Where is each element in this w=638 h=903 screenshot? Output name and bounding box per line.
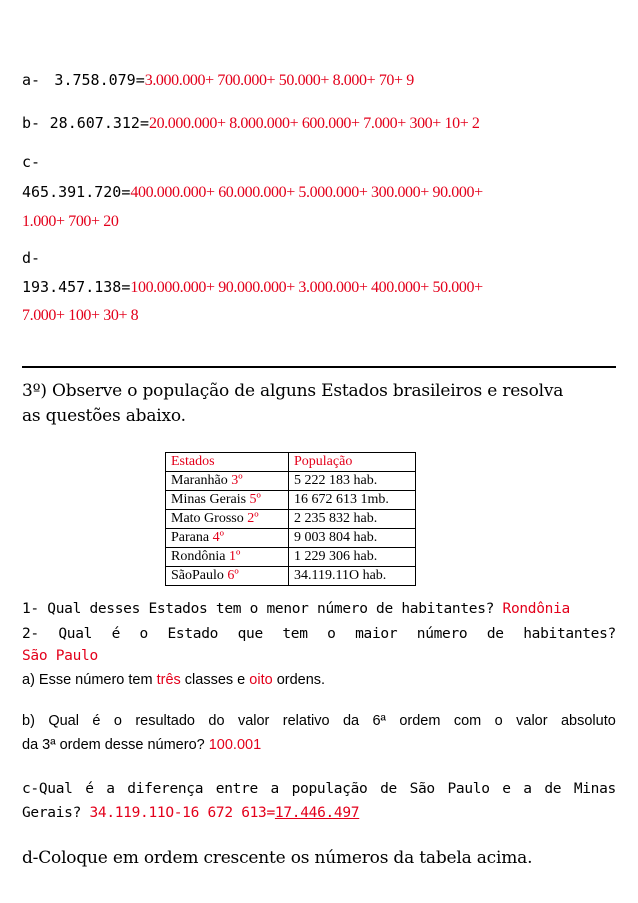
qc-text: Gerais?	[22, 805, 82, 821]
expansion-d	[22, 277, 616, 297]
expansion-parts: 3.000.000+ 700.000+ 50.000+ 8.000+ 70+ 9	[144, 72, 414, 89]
question3-line1: 3º) Observe o população de alguns Estados brasileiros e resolva	[22, 381, 564, 401]
qc-answer-result: 17.446.497	[274, 805, 360, 821]
q2-word: de	[486, 626, 504, 642]
q2-word: o	[139, 626, 148, 642]
q2-answer: São Paulo	[22, 648, 98, 664]
qc-line2	[22, 805, 616, 821]
qc-word: e	[502, 781, 511, 797]
q2-answer-line	[22, 648, 616, 664]
state-rank: 1º	[228, 549, 241, 564]
state-rank: 3º	[231, 473, 243, 488]
population-cell: 16 672 613 1mb.	[289, 491, 416, 510]
state-rank: 5º	[249, 492, 261, 507]
qa-text: ordens.	[276, 672, 326, 688]
qa-text: classes e	[184, 672, 246, 688]
state-cell	[166, 491, 289, 510]
expansion-label: d-	[22, 249, 41, 267]
qa-line	[22, 672, 616, 688]
qb-word: b)	[22, 713, 35, 729]
qc-word: São	[409, 781, 435, 797]
qc-answer-expr: 34.119.11O-16 672 613=	[89, 805, 275, 821]
population-cell: 5 222 183 hab.	[289, 472, 416, 491]
expansion-label: c-	[22, 153, 41, 171]
header-populacao: População	[289, 453, 416, 472]
population-cell: 2 235 832 hab.	[289, 510, 416, 529]
state-rank: 4º	[212, 530, 224, 545]
qc-word: c-Qual	[22, 781, 73, 797]
q2-word: é	[111, 626, 121, 642]
qb-word: resultado	[135, 713, 195, 729]
expansion-parts-cont: 1.000+ 700+ 20	[22, 213, 119, 230]
qc-word: diferença	[127, 781, 204, 797]
expansion-number: 465.391.720=	[22, 183, 131, 201]
qc-line1	[22, 781, 616, 797]
table-row	[166, 548, 416, 567]
header-estados: Estados	[166, 453, 289, 472]
expansion-parts: 20.000.000+ 8.000.000+ 600.000+ 7.000+ 300+ 10+ 2	[148, 115, 480, 132]
qc-word: Paulo	[447, 781, 490, 797]
qc-word: Minas	[573, 781, 616, 797]
qb-word: valor	[237, 713, 270, 729]
table-row	[166, 472, 416, 491]
expansion-c-cont	[22, 211, 616, 231]
q2-word: Qual	[58, 626, 93, 642]
state-cell	[166, 510, 289, 529]
expansion-parts-cont: 7.000+ 100+ 30+ 8	[22, 307, 139, 324]
qb-word: relativo	[282, 713, 330, 729]
state-cell	[166, 529, 289, 548]
state-name: Minas Gerais	[171, 492, 247, 507]
population-table	[165, 452, 416, 586]
qc-word: é	[85, 781, 94, 797]
q1-line	[22, 601, 616, 617]
q2-word: que	[237, 626, 263, 642]
qc-word: população	[291, 781, 368, 797]
qb-answer: 100.001	[208, 737, 262, 753]
expansion-number: 193.457.138=	[22, 278, 131, 296]
qc-word: a	[270, 781, 279, 797]
qa-text: a) Esse número tem	[22, 672, 153, 688]
table-row	[166, 510, 416, 529]
state-name: SãoPaulo	[171, 568, 224, 583]
state-name: Parana	[171, 530, 210, 545]
qc-word: entre	[215, 781, 258, 797]
qb-word: 6ª	[372, 713, 386, 729]
expansion-c	[22, 182, 616, 202]
qc-word: de	[380, 781, 397, 797]
state-name: Rondônia	[171, 549, 226, 564]
state-name: Mato Grosso	[171, 511, 244, 526]
q1-answer: Rondônia	[502, 601, 570, 617]
qd-line: d-Coloque em ordem crescente os números da tabela acima.	[22, 848, 533, 868]
expansion-number: 3.758.079=	[54, 71, 145, 89]
q2-word: maior	[355, 626, 398, 642]
qb-word: da	[342, 713, 360, 729]
state-cell	[166, 567, 289, 586]
q2-word: número	[416, 626, 468, 642]
state-rank: 2º	[247, 511, 259, 526]
q2-word: tem	[282, 626, 308, 642]
qb-word: absoluto	[560, 713, 616, 729]
expansion-label: a-	[22, 71, 41, 89]
table-row	[166, 529, 416, 548]
expansion-number: 28.607.312=	[49, 114, 149, 132]
question3-line2: as questões abaixo.	[22, 406, 186, 426]
qb-word: valor	[516, 713, 548, 729]
expansion-d-label	[22, 248, 616, 267]
q2-word: Estado	[167, 626, 219, 642]
qb-word: é	[92, 713, 101, 729]
table-row	[166, 491, 416, 510]
qb-word: Qual	[48, 713, 79, 729]
population-cell: 34.119.11O hab.	[289, 567, 416, 586]
expansion-d-cont	[22, 305, 616, 325]
qa-answer-classes: três	[156, 672, 181, 688]
q1-text: 1- Qual desses Estados tem o menor número de habitantes?	[22, 601, 495, 617]
divider	[22, 366, 616, 368]
state-name: Maranhão	[171, 473, 228, 488]
qb-line1	[22, 713, 616, 729]
table-header-row	[166, 453, 416, 472]
population-cell: 9 003 804 hab.	[289, 529, 416, 548]
qb-word: do	[208, 713, 225, 729]
qb-word: com	[453, 713, 482, 729]
qc-word: de	[544, 781, 562, 797]
qc-word: a	[523, 781, 532, 797]
expansion-c-label	[22, 152, 616, 171]
q2-word: o	[327, 626, 336, 642]
state-cell	[166, 472, 289, 491]
qb-text: da 3ª ordem desse número?	[22, 737, 205, 753]
q2-line	[22, 626, 616, 642]
qb-line2	[22, 737, 616, 753]
qb-word: o	[113, 713, 122, 729]
state-cell	[166, 548, 289, 567]
expansion-label: b-	[22, 114, 41, 132]
expansion-b	[22, 113, 616, 133]
expansion-parts: 400.000.000+ 60.000.000+ 5.000.000+ 300.000+ 90.000+	[130, 184, 483, 201]
expansion-a	[22, 70, 616, 90]
qc-word: a	[106, 781, 115, 797]
qb-word: o	[494, 713, 503, 729]
qb-word: ordem	[399, 713, 441, 729]
qa-answer-orders: oito	[249, 672, 273, 688]
population-cell: 1 229 306 hab.	[289, 548, 416, 567]
state-rank: 6º	[227, 568, 239, 583]
q2-word: habitantes?	[523, 626, 616, 642]
expansion-parts: 100.000.000+ 90.000.000+ 3.000.000+ 400.000+ 50.000+	[130, 279, 483, 296]
q2-word: 2-	[22, 626, 39, 642]
table-row	[166, 567, 416, 586]
